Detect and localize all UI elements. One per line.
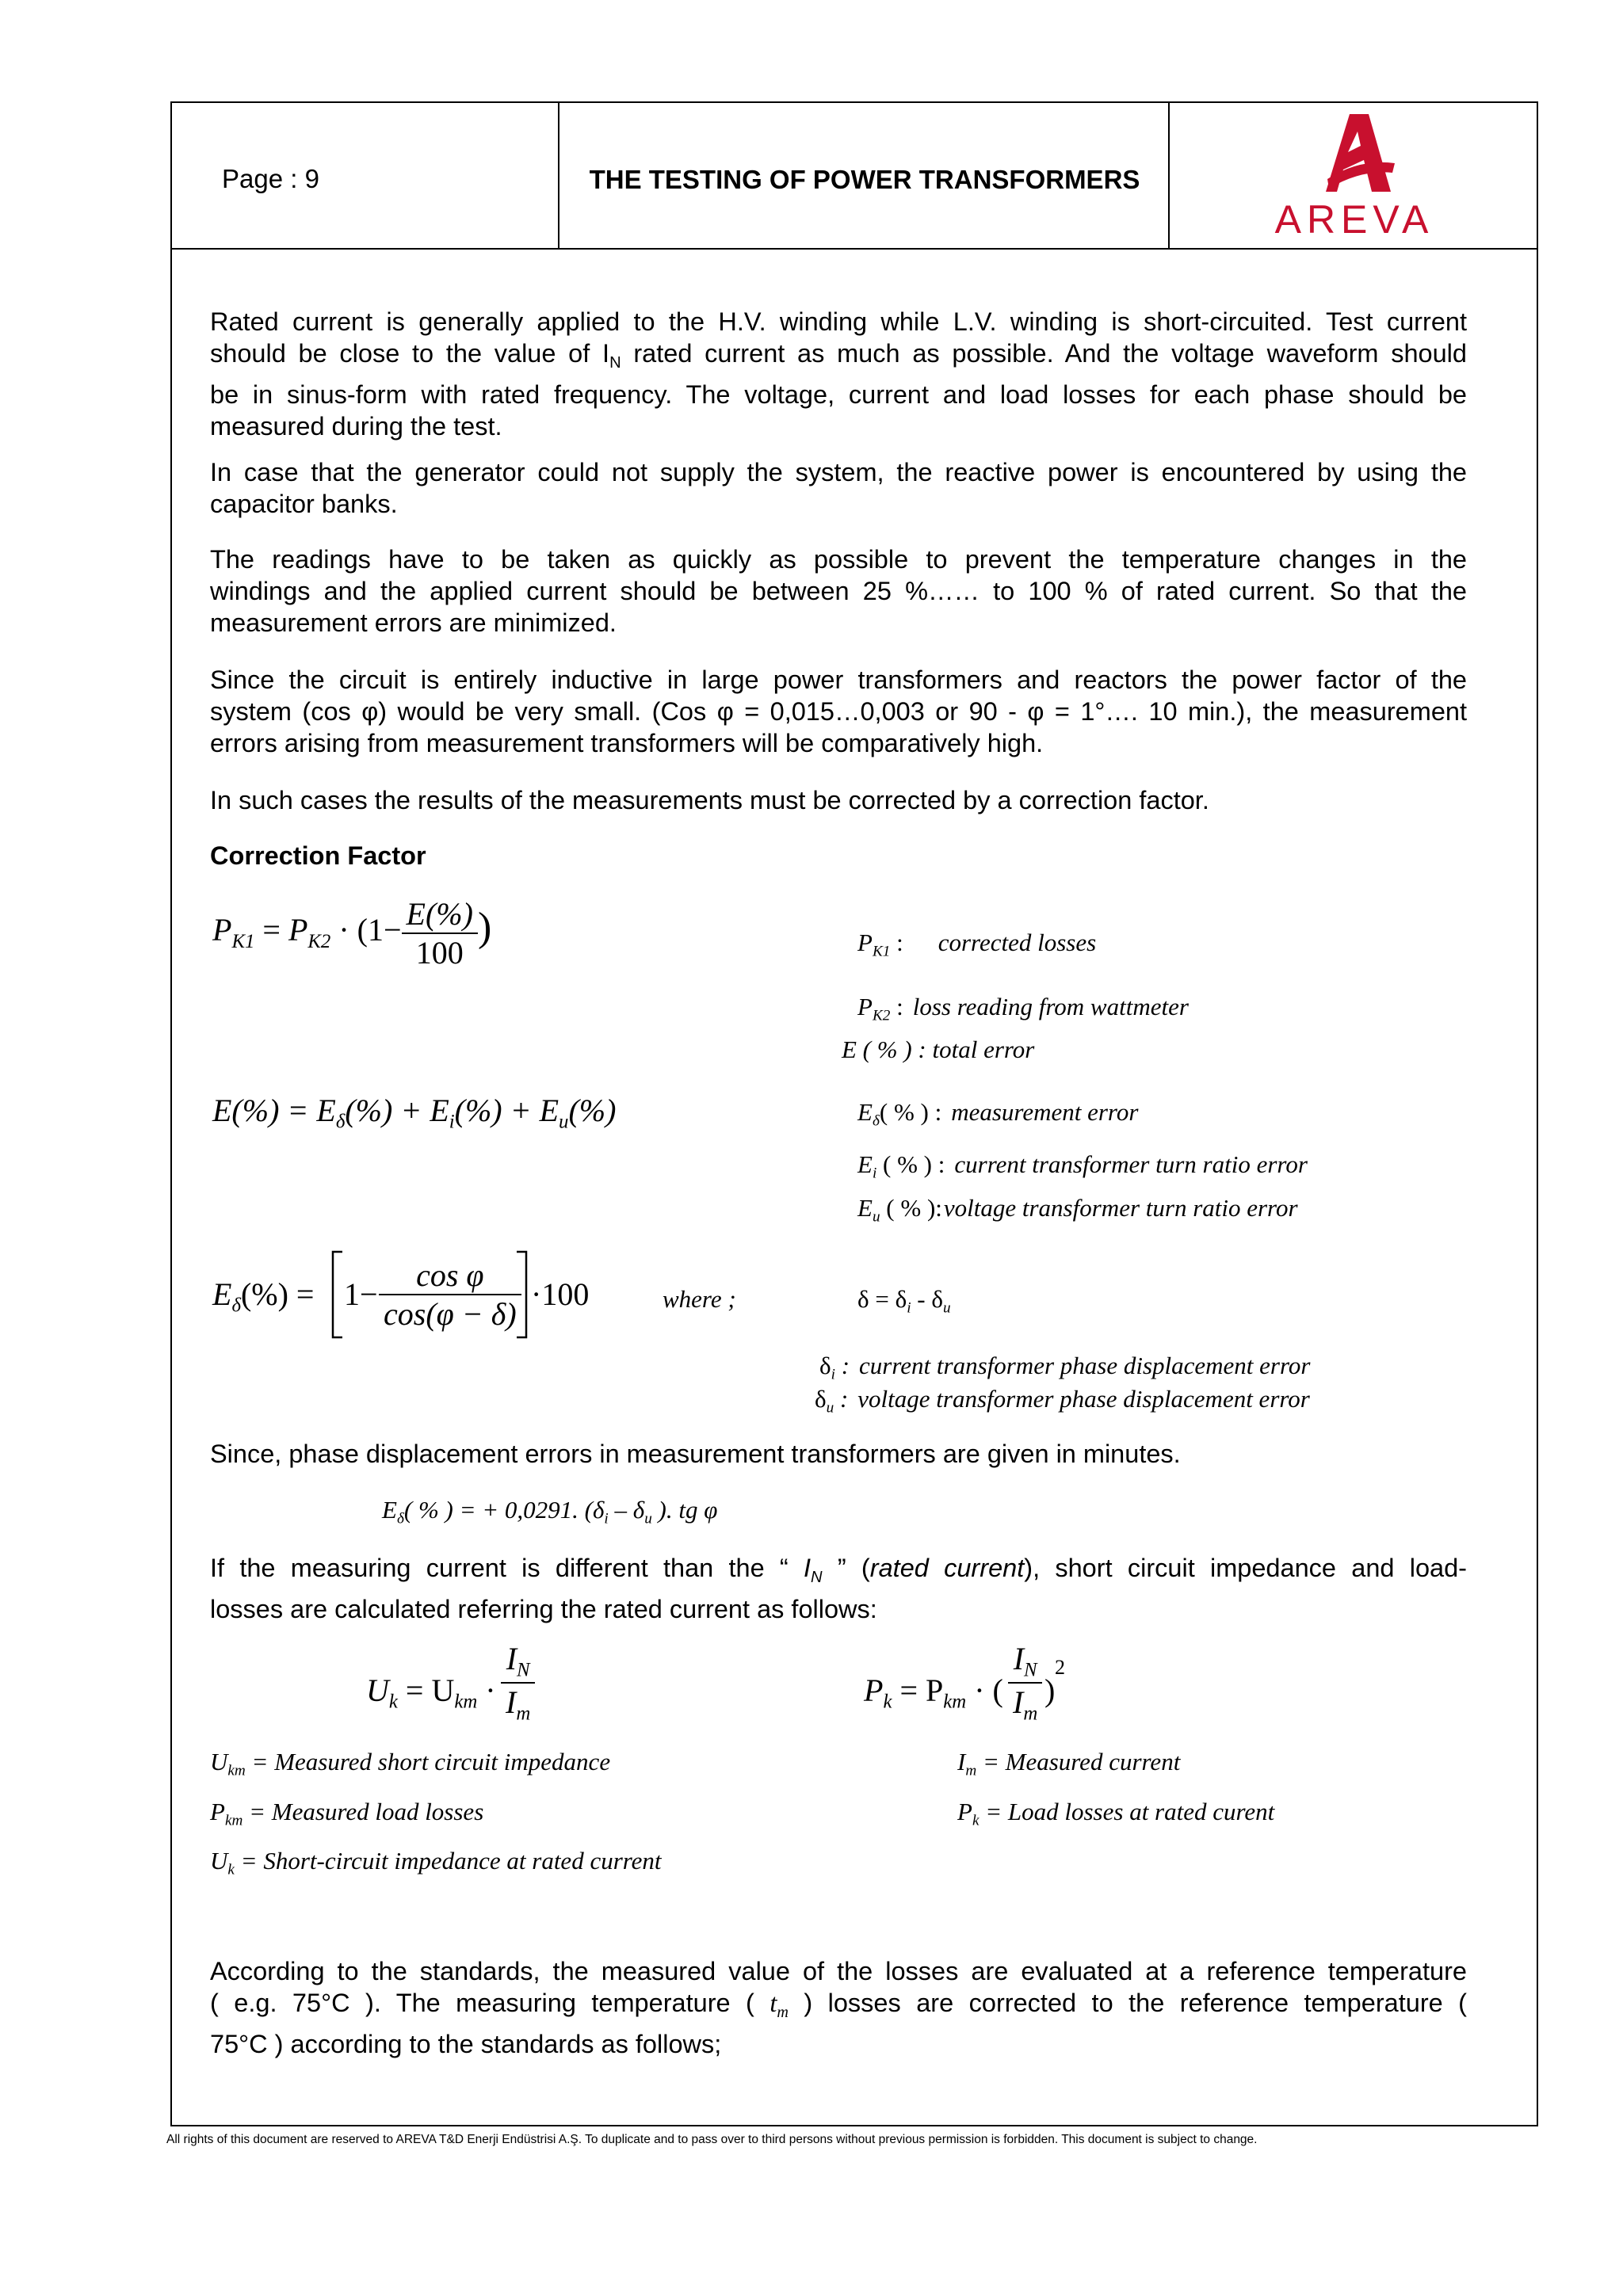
numerator: E(%) <box>406 896 473 932</box>
fraction <box>501 1640 535 1725</box>
text-line: losses are calculated referring the rated current as follows: <box>210 1595 877 1624</box>
math-symbol: P <box>857 993 873 1020</box>
header-divider <box>170 248 1538 250</box>
separator: : <box>890 993 903 1020</box>
math-symbol: U <box>210 1748 228 1775</box>
denominator: cos(φ − δ) <box>379 1294 521 1333</box>
legend-im <box>957 1748 1180 1780</box>
subscript: km <box>224 1812 243 1829</box>
superscript: 2 <box>1055 1656 1065 1679</box>
subscript: i <box>907 1299 911 1317</box>
areva-logo-mark <box>1232 111 1470 198</box>
subscript: u <box>559 1111 569 1133</box>
subscript: N <box>811 1569 823 1587</box>
formula-pk1 <box>212 895 491 971</box>
delta-definition <box>857 1285 951 1318</box>
math-expression: δ = δ <box>857 1285 907 1313</box>
text-line <box>210 1987 1467 2028</box>
text-span: I <box>804 1554 812 1582</box>
legend-text: = Measured current <box>976 1748 1181 1775</box>
legend-pk2 <box>857 993 1189 1025</box>
math-symbol: I <box>1013 1641 1025 1676</box>
text-line <box>210 1552 1467 1593</box>
where-label: where ; <box>663 1285 736 1313</box>
numerator <box>1008 1640 1042 1682</box>
text-line: capacitor banks. <box>210 490 398 518</box>
subscript: i <box>831 1366 835 1383</box>
text-line <box>210 338 1467 379</box>
separator: ( % ) : <box>879 1098 942 1126</box>
subscript: m <box>965 1762 977 1779</box>
separator: : <box>890 929 903 956</box>
paragraph-generator <box>210 456 1467 520</box>
formula-e-delta-minutes <box>382 1496 717 1528</box>
text-line: In such cases the results of the measurements must be corrected by a correction factor. <box>210 786 1209 814</box>
text-line: measurement errors are minimized. <box>210 608 617 637</box>
math-symbol: P <box>957 1798 972 1825</box>
math-operator: = P <box>892 1672 944 1708</box>
paragraph-inductive-circuit <box>210 664 1467 759</box>
math-expression: ). tg φ <box>651 1496 718 1524</box>
subscript: δ <box>872 1112 880 1130</box>
legend-text: = Measured load losses <box>242 1798 484 1825</box>
text-span: If the measuring current is different than the “ <box>210 1554 804 1582</box>
math-symbol: I <box>506 1684 517 1720</box>
subscript: K1 <box>231 930 255 952</box>
legend-text: = Short-circuit impedance at rated current <box>234 1847 662 1875</box>
legend-e-delta <box>857 1098 1138 1131</box>
text-line: Since the circuit is entirely inductive in large power transformers and reactors the power factor of the <box>210 666 1467 694</box>
math-lhs <box>212 1276 315 1318</box>
text-span: should be close to the value of I <box>210 339 610 368</box>
subscript: i <box>604 1510 609 1527</box>
math-expression: - δ <box>911 1285 943 1313</box>
legend-text: = Measured short circuit impedance <box>245 1748 611 1775</box>
math-symbol: I <box>506 1641 517 1676</box>
text-line: Since, phase displacement errors in measurement transformers are given in minutes. <box>210 1440 1181 1468</box>
legend-text: corrected losses <box>938 929 1097 956</box>
subscript: m <box>777 2004 789 2022</box>
footer-copyright: All rights of this document are reserved to AREVA T&D Enerji Endüstrisi A.Ş. To duplicate and to pass over to third persons without previous permission is forbidden. This document is subject to change. <box>166 2133 1258 2146</box>
subscript: i <box>449 1111 455 1133</box>
numerator <box>501 1640 535 1682</box>
subscript: k <box>227 1861 235 1878</box>
separator: : <box>834 1352 850 1379</box>
subscript: k <box>972 1812 980 1829</box>
legend-pk1 <box>857 929 1096 961</box>
document-title: THE TESTING OF POWER TRANSFORMERS <box>589 165 1140 194</box>
math-operator: · ( <box>966 1672 1003 1708</box>
math-symbol: P <box>857 929 873 956</box>
math-lhs <box>864 1672 1003 1714</box>
legend-ukm <box>210 1748 610 1780</box>
math-symbol: E <box>857 1150 873 1178</box>
subscript: u <box>942 1299 951 1317</box>
math-operator: (%) = <box>240 1276 315 1312</box>
math-symbol: U <box>210 1847 228 1875</box>
subscript: K1 <box>872 943 891 960</box>
text-line: windings and the applied current should be between 25 %…… to 100 % of rated current. So that the <box>210 577 1467 605</box>
subscript: N <box>1024 1659 1037 1681</box>
text-line: The readings have to be taken as quickly as possible to prevent the temperature changes in the <box>210 545 1467 574</box>
separator: ( % ): <box>880 1194 942 1222</box>
text-line: In case that the generator could not supply the system, the reactive power is encountered by using the <box>210 458 1467 486</box>
subscript: km <box>454 1691 478 1713</box>
formula-e-total <box>212 1092 616 1134</box>
text-line: be in sinus-form with rated frequency. The voltage, current and load losses for each phase should be <box>210 380 1467 410</box>
text-span: ” ( <box>822 1554 870 1582</box>
subscript: N <box>517 1659 530 1681</box>
legend-pk <box>957 1798 1274 1830</box>
paragraph-correction <box>210 784 1467 816</box>
text-line: Rated current is generally applied to the H.V. winding while L.V. winding is short-circuited. Test current <box>210 307 1467 336</box>
legend-text: voltage transformer turn ratio error <box>943 1194 1298 1222</box>
math-expression: E(%) = E <box>212 1093 336 1128</box>
text-line: 75°C ) according to the standards as follows; <box>210 2030 722 2059</box>
math-expression: (%) <box>568 1093 617 1128</box>
math-symbol: I <box>1013 1684 1024 1720</box>
fraction <box>379 1257 521 1333</box>
legend-uk <box>210 1847 662 1879</box>
text-span: rated current <box>869 1554 1025 1582</box>
fraction <box>1008 1640 1042 1725</box>
math-expression: ( % ) = + 0,0291. (δ <box>403 1496 605 1524</box>
numerator: cos φ <box>416 1257 484 1293</box>
subscript: k <box>388 1691 398 1713</box>
subscript: k <box>883 1691 892 1713</box>
math-symbol: δ <box>815 1385 827 1413</box>
math-symbol: P <box>288 912 308 948</box>
legend-text: voltage transformer phase displacement error <box>857 1385 1310 1413</box>
legend-e-u <box>857 1194 1298 1226</box>
text-span: ), short circuit impedance and load- <box>1024 1554 1467 1582</box>
text-span: rated current as much as possible. And the voltage waveform should <box>621 339 1467 368</box>
logo-wordmark: AREVA <box>1274 197 1434 242</box>
subscript: u <box>826 1399 834 1417</box>
math-expression: (%) + E <box>345 1093 449 1128</box>
paragraph-measuring-current <box>210 1552 1467 1625</box>
math-symbol: E <box>382 1496 397 1524</box>
math-operator: · (1− <box>330 912 402 948</box>
legend-text: measurement error <box>951 1098 1139 1126</box>
math-symbol: U <box>366 1672 389 1708</box>
legend-text: loss reading from wattmeter <box>912 993 1189 1020</box>
left-bracket <box>330 1250 346 1339</box>
legend-delta-i <box>819 1352 1310 1384</box>
math-operator: ) <box>477 905 492 951</box>
math-symbol: P <box>212 912 232 948</box>
subscript: m <box>516 1703 531 1725</box>
subscript: m <box>1023 1703 1038 1725</box>
subscript: u <box>644 1510 652 1527</box>
subscript: N <box>609 354 621 372</box>
math-symbol: P <box>864 1672 884 1708</box>
subscript: i <box>872 1165 877 1182</box>
legend-text: current transformer phase displacement error <box>859 1352 1311 1379</box>
math-symbol: E <box>857 1194 873 1222</box>
right-bracket <box>514 1250 529 1339</box>
section-heading: Correction Factor <box>210 841 426 870</box>
legend-delta-u <box>815 1385 1310 1417</box>
legend-pkm <box>210 1798 483 1830</box>
math-symbol: I <box>957 1748 966 1775</box>
math-expression: – δ <box>608 1496 645 1524</box>
text-span: ) losses are corrected to the reference temperature ( <box>788 1989 1467 2017</box>
math-operator: 1− <box>344 1276 378 1312</box>
text-line: errors arising from measurement transformers will be comparatively high. <box>210 729 1044 757</box>
math-symbol: δ <box>819 1352 831 1379</box>
denominator <box>501 1682 535 1726</box>
math-operator: ·100 <box>531 1276 590 1312</box>
math-symbol: P <box>210 1798 225 1825</box>
areva-logo <box>1232 111 1470 246</box>
math-expression: (%) + E <box>454 1093 559 1128</box>
legend-e-i <box>857 1150 1308 1183</box>
math-operator: · <box>477 1672 496 1708</box>
separator: : <box>834 1385 849 1413</box>
math-operator: ) <box>1044 1672 1056 1708</box>
math-symbol: E <box>857 1098 873 1126</box>
subscript: km <box>227 1762 246 1779</box>
subscript: K2 <box>307 930 331 952</box>
legend-total-error: E ( % ) : total error <box>842 1035 1035 1063</box>
page-number: Page : 9 <box>222 164 319 193</box>
paragraph-readings <box>210 543 1467 639</box>
subscript: δ <box>335 1111 346 1133</box>
paragraph-rated-current <box>210 306 1467 442</box>
paragraph-minutes <box>210 1438 1467 1470</box>
legend-text: current transformer turn ratio error <box>954 1150 1308 1178</box>
math-lhs <box>366 1672 496 1714</box>
paragraph-standards <box>210 1955 1467 2060</box>
subscript: K2 <box>872 1007 891 1024</box>
math-operator: = U <box>397 1672 455 1708</box>
text-line: According to the standards, the measured value of the losses are evaluated at a reference temperature <box>210 1957 1467 1985</box>
denominator <box>1008 1682 1042 1726</box>
text-line: measured during the test. <box>210 412 502 441</box>
text-span: ( e.g. 75°C ). The measuring temperature ( <box>210 1989 770 2017</box>
subscript: u <box>872 1208 880 1226</box>
text-line: system (cos φ) would be very small. (Cos φ = 0,015…0,003 or 90 - φ = 1°…. 10 min.), the measurement <box>210 697 1467 726</box>
math-operator: = <box>254 912 288 948</box>
denominator: 100 <box>402 933 478 971</box>
subscript: δ <box>231 1295 241 1317</box>
fraction <box>402 895 478 971</box>
math-symbol: E <box>212 1276 232 1312</box>
math-symbol: t <box>769 1989 777 2018</box>
subscript: km <box>943 1691 967 1713</box>
separator: ( % ) : <box>876 1150 945 1178</box>
subscript: δ <box>396 1510 404 1527</box>
legend-text: = Load losses at rated curent <box>979 1798 1275 1825</box>
